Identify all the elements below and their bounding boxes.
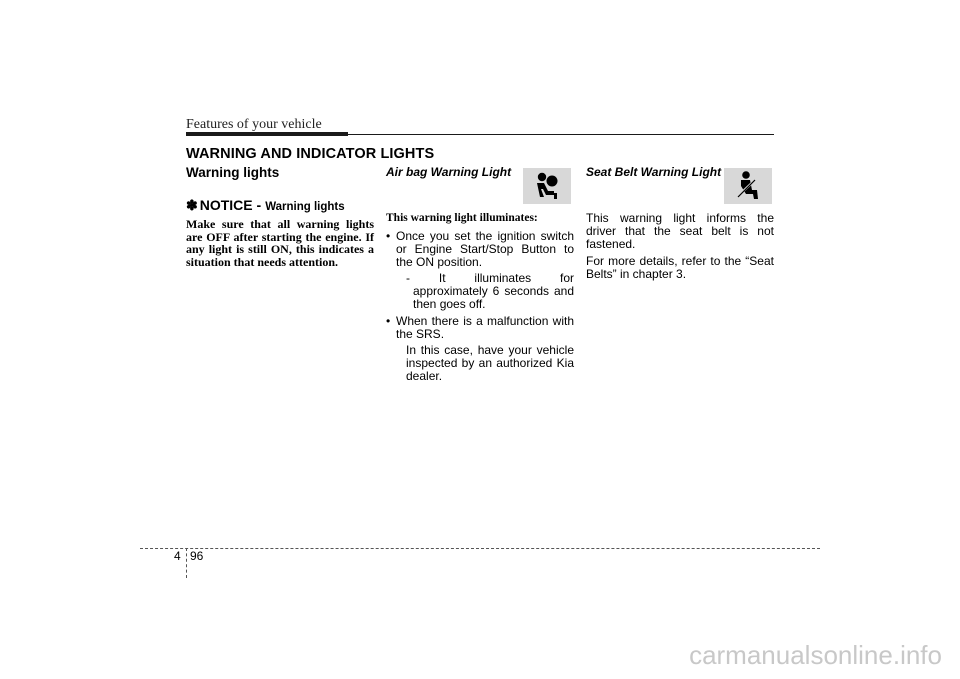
- airbag-intro: This warning light illuminates:: [386, 212, 538, 224]
- airbag-bullet: [386, 315, 574, 383]
- airbag-bullet: [386, 230, 574, 311]
- chapter-number: 4: [174, 549, 181, 563]
- airbag-bullet-text-1: Once you set the ignition switch or Engine Start/Stop Button to the ON position.: [396, 229, 574, 269]
- notice-heading: [186, 199, 374, 214]
- seat-belt-heading: Seat Belt Warning Light: [586, 165, 722, 179]
- notice-star-icon: ✽: [186, 197, 198, 213]
- airbag-bullet-sub-2: In this case, have your vehicle inspected by an authorized Kia dealer.: [406, 343, 574, 383]
- watermark: carmanualsonline.info: [689, 640, 942, 670]
- airbag-bullet-sub-1: - It illuminates for approximately 6 seconds and then goes off.: [406, 271, 574, 311]
- notice-subtitle: Warning lights: [265, 201, 345, 213]
- column-seat-belt: [586, 166, 774, 281]
- footer-rule: [140, 548, 820, 549]
- page-number: 96: [190, 549, 204, 563]
- seat-belt-paragraph-1: This warning light informs the driver that the seat belt is not fastened.: [586, 211, 774, 251]
- airbag-heading: Air bag Warning Light: [386, 165, 512, 179]
- airbag-bullet-list: [386, 230, 574, 383]
- header-rule-thin: [348, 134, 774, 135]
- notice-label: NOTICE -: [199, 197, 262, 213]
- footer-divider: [186, 548, 187, 578]
- header-rule: [186, 132, 348, 136]
- notice-body: Make sure that all warning lights are OFF after starting the engine. If any light is still ON, this indicates a situation that needs attention.: [186, 217, 374, 269]
- warning-lights-heading: Warning lights: [186, 165, 280, 180]
- header-title: Features of your vehicle: [186, 117, 322, 132]
- column-warning-lights: [186, 166, 374, 268]
- section-title: WARNING AND INDICATOR LIGHTS: [186, 146, 435, 162]
- column-airbag: [386, 166, 574, 387]
- airbag-bullet-text-2: When there is a malfunction with the SRS.: [396, 314, 574, 341]
- seat-belt-paragraph-2: For more details, refer to the “Seat Belts” in chapter 3.: [586, 254, 774, 281]
